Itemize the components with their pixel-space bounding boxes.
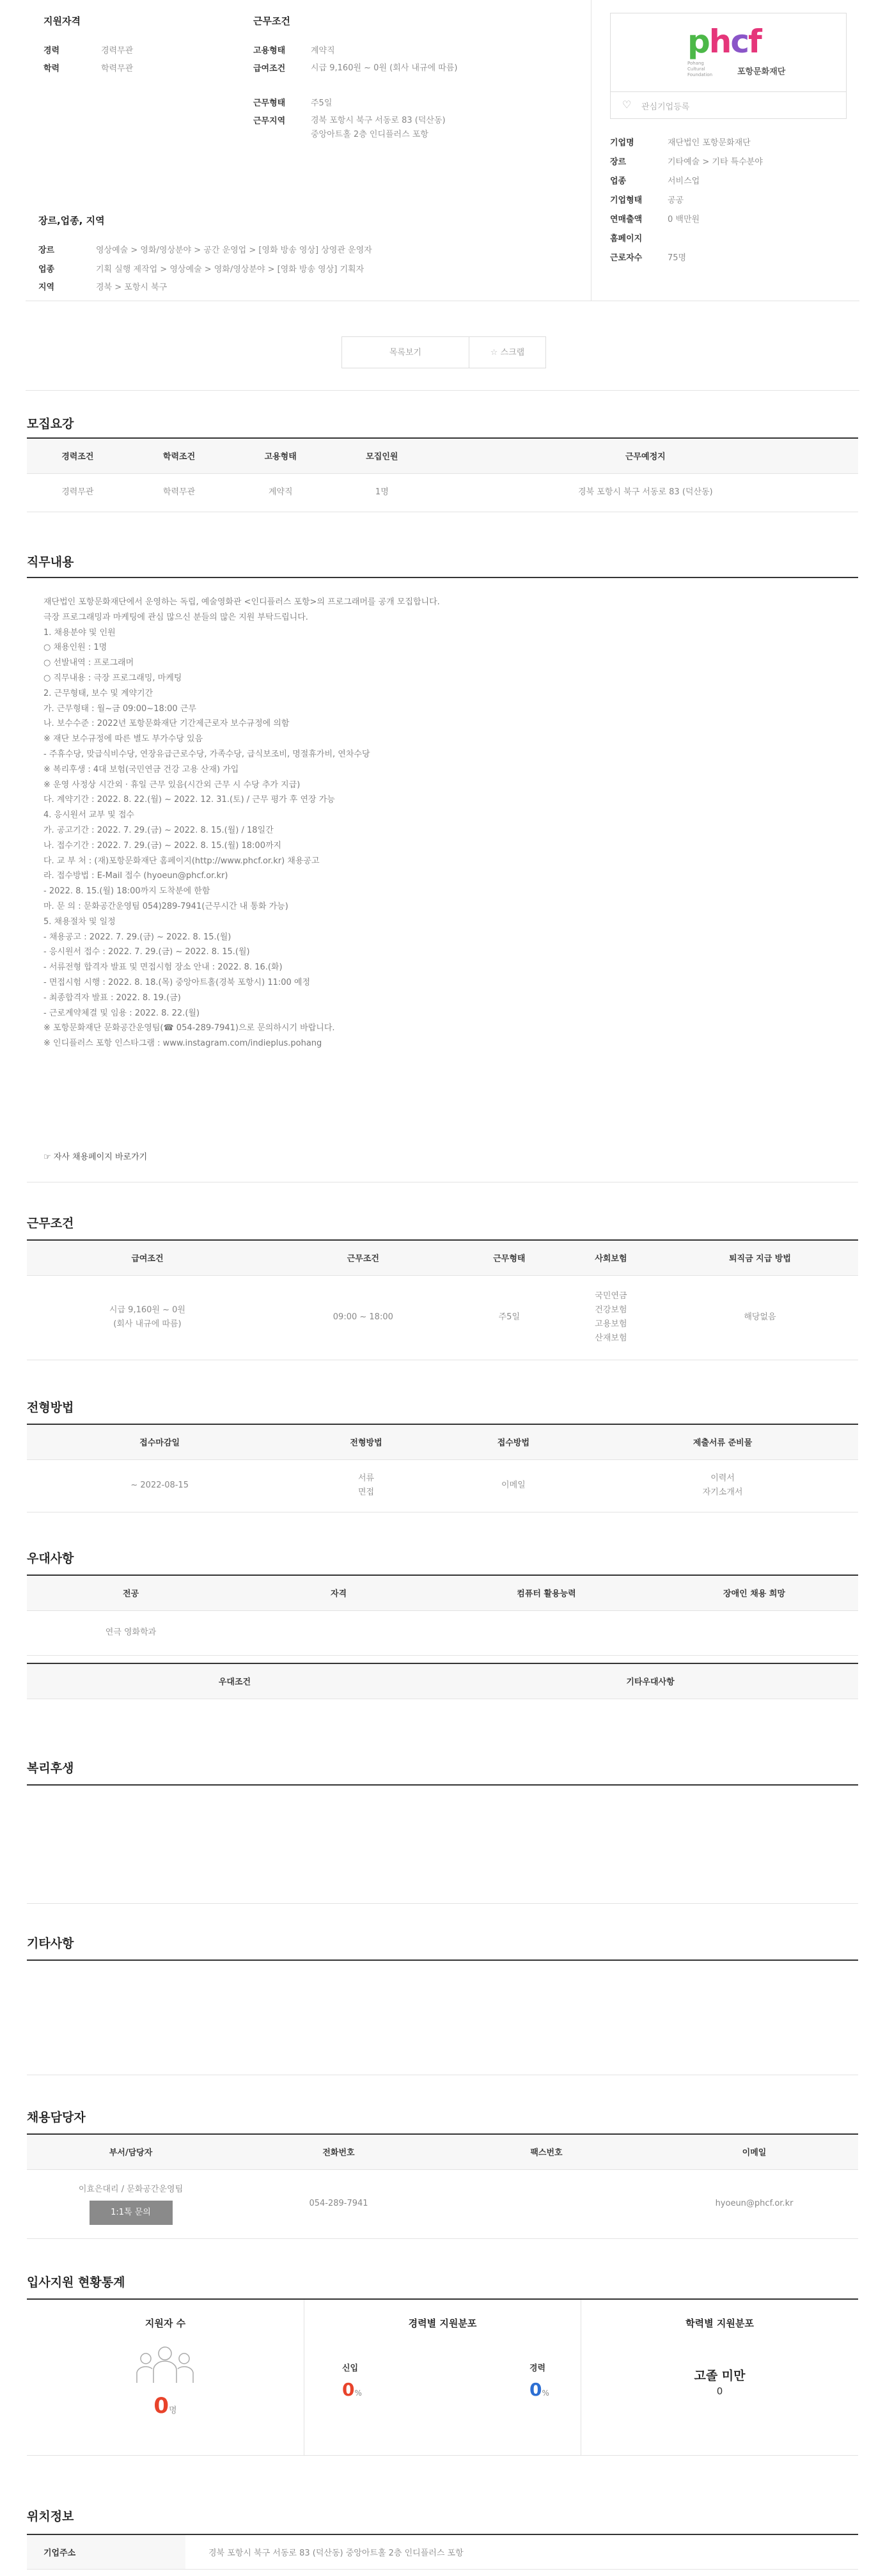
inquiry-button[interactable]: 1:1톡 문의 bbox=[90, 2201, 173, 2225]
preference-table bbox=[27, 1576, 858, 1656]
recruit-cell-place: 경북 포항시 북구 서동로 83 (덕산동) bbox=[433, 473, 858, 512]
company-value-name: 재단법인 포항문화재단 bbox=[668, 138, 751, 148]
company-recruit-link-label: 자사 채용페이지 바로가기 bbox=[53, 1152, 148, 1162]
preference-header2: 기타우대사항 bbox=[442, 1664, 858, 1699]
duty-line-text: 마. 문 의 : 문화공간운영팀 054)289-7941(근무시간 내 통화 가능) bbox=[43, 901, 288, 911]
process-header: 제출서류 준비물 bbox=[587, 1425, 858, 1459]
company-label-homepage: 홈페이지 bbox=[610, 234, 643, 244]
conditions-title: 근무조건 bbox=[253, 15, 290, 27]
qual-label-career: 경력 bbox=[43, 46, 60, 56]
work-header: 급여조건 bbox=[27, 1241, 268, 1275]
location-label: 기업주소 bbox=[43, 2549, 76, 2558]
process-header: 접수방법 bbox=[440, 1425, 587, 1459]
duty-line-text: 4. 응시원서 교부 및 접수 bbox=[43, 810, 134, 821]
work-header: 근무형태 bbox=[458, 1241, 560, 1275]
qual-label-edu: 학력 bbox=[43, 64, 60, 74]
work-cell-severance: 해당없음 bbox=[662, 1275, 858, 1360]
work-title: 근무조건 bbox=[27, 1216, 74, 1230]
cat-value-region: 경북 > 포항시 북구 bbox=[96, 283, 168, 292]
company-logo-name: 포항문화재단 bbox=[737, 67, 786, 77]
applicants-count: 0 bbox=[153, 2393, 169, 2419]
star-icon: ☆ bbox=[490, 348, 498, 357]
location-address: 경북 포항시 북구 서동로 83 (덕산동) 중앙아트홀 2층 인디플러스 포항 bbox=[208, 2549, 464, 2558]
cond-value-type: 계약직 bbox=[311, 46, 335, 56]
applicants-title: 지원자 수 bbox=[145, 2318, 186, 2329]
career-new-wrap bbox=[342, 2379, 362, 2400]
etc-title: 기타사항 bbox=[27, 1936, 74, 1951]
company-value-industry: 서비스업 bbox=[668, 177, 700, 186]
process-header: 전형방법 bbox=[292, 1425, 439, 1459]
preference-header: 장애인 채용 희망 bbox=[650, 1576, 858, 1610]
preference-table2 bbox=[27, 1664, 858, 1699]
welfare-title: 복리후생 bbox=[27, 1761, 74, 1775]
duty-line-text: ○ 채용인원 : 1명 bbox=[43, 643, 107, 653]
process-method: 서류 bbox=[357, 1473, 375, 1483]
qual-value-career: 경력무관 bbox=[101, 46, 134, 56]
process-cell-methods bbox=[292, 1459, 439, 1512]
duty-line-text: - 면접시험 시행 : 2022. 8. 18.(목) 중앙아트홀(경북 포항시) 11:00 예정 bbox=[43, 977, 311, 987]
company-label-industry: 업종 bbox=[610, 177, 627, 186]
manager-cell-dept bbox=[27, 2169, 235, 2238]
career-exp-value: 0 bbox=[529, 2379, 542, 2400]
company-value-form: 공공 bbox=[668, 196, 684, 205]
career-title: 경력별 지원분포 bbox=[408, 2318, 477, 2329]
manager-header: 팩스번호 bbox=[442, 2135, 650, 2169]
edu-value: 0 bbox=[716, 2385, 723, 2397]
interest-company-button[interactable] bbox=[610, 92, 847, 119]
manager-header: 부서/담당자 bbox=[27, 2135, 235, 2169]
work-pay-line: (회사 내규에 따름) bbox=[113, 1319, 182, 1329]
list-button[interactable]: 목록보기 bbox=[341, 336, 469, 368]
recruit-header: 학력조건 bbox=[129, 439, 230, 473]
etc-line bbox=[27, 1959, 858, 1961]
process-doc: 자기소개서 bbox=[702, 1488, 743, 1497]
duty-line-text: 다. 계약기간 : 2022. 8. 22.(월) ~ 2022. 12. 31.(토) / 근무 평가 후 연장 가능 bbox=[43, 795, 335, 805]
preference-cell-major: 연극 영화학과 bbox=[27, 1610, 235, 1655]
duty-line-text: - 서류전형 합격자 발표 및 면접시험 장소 안내 : 2022. 8. 16.(화) bbox=[43, 962, 283, 973]
welfare-bottom-line bbox=[27, 1903, 858, 1904]
duty-line-text: 1. 채용분야 및 인원 bbox=[43, 627, 116, 638]
preference-cell-cert bbox=[235, 1610, 442, 1655]
process-cell-deadline: ~ 2022-08-15 bbox=[27, 1459, 292, 1512]
welfare-line bbox=[27, 1784, 858, 1786]
work-cell-hours: 09:00 ~ 18:00 bbox=[268, 1275, 458, 1360]
insurance-item: 건강보험 bbox=[595, 1305, 627, 1315]
duty-line-text: ※ 인디플러스 포항 인스타그램 : www.instagram.com/indieplus.pohang bbox=[43, 1039, 322, 1049]
career-exp-label: 경력 bbox=[529, 2364, 546, 2373]
work-header: 퇴직금 지급 방법 bbox=[662, 1241, 858, 1275]
process-cell-docs bbox=[587, 1459, 858, 1512]
cond-value-pay: 시급 9,160원 ~ 0원 (회사 내규에 따름) bbox=[311, 63, 458, 73]
duty-line-text: ※ 복리후생 : 4대 보험(국민연금 건강 고용 산재) 가입 bbox=[43, 764, 239, 774]
applicants-unit: 명 bbox=[169, 2406, 177, 2415]
duty-line-text: - 2022. 8. 15.(월) 18:00까지 도착분에 한함 bbox=[43, 886, 210, 897]
recruit-cell-count: 1명 bbox=[331, 473, 433, 512]
location-row bbox=[27, 2535, 858, 2570]
work-cell-type: 주5일 bbox=[458, 1275, 560, 1360]
edu-title: 학력별 지원분포 bbox=[685, 2318, 754, 2329]
duty-line-text: 극장 프로그래밍과 마케팅에 관심 많으신 분들의 많은 지원 부탁드립니다. bbox=[43, 612, 308, 622]
company-label-name: 기업명 bbox=[610, 138, 634, 148]
recruit-header: 경력조건 bbox=[27, 439, 129, 473]
preference-title: 우대사항 bbox=[27, 1551, 74, 1566]
applicants-count-wrap bbox=[27, 2393, 304, 2419]
process-doc: 이력서 bbox=[710, 1473, 735, 1483]
stats-panel bbox=[27, 2300, 858, 2456]
company-label-genre: 장르 bbox=[610, 157, 627, 167]
company-label-revenue: 연매출액 bbox=[610, 215, 643, 224]
process-header: 접수마감일 bbox=[27, 1425, 292, 1459]
recruit-cell-career: 경력무관 bbox=[27, 473, 129, 512]
manager-header: 이메일 bbox=[650, 2135, 858, 2169]
duty-content bbox=[43, 595, 849, 1051]
company-logo: phcf bbox=[687, 23, 761, 60]
duty-line-text: ※ 포항문화재단 문화공간운영팀(☎ 054-289-7941)으로 문의하시기 바랍니다. bbox=[43, 1023, 335, 1033]
duty-line-text: - 최종합격자 발표 : 2022. 8. 19.(금) bbox=[43, 993, 181, 1003]
preference-header2: 우대조건 bbox=[27, 1664, 442, 1699]
cat-label-industry: 업종 bbox=[38, 265, 55, 274]
company-logo-sub: Pohang Cultural Foundation bbox=[687, 61, 713, 77]
duty-line-text: ○ 직무내용 : 극장 프로그래밍, 마케팅 bbox=[43, 673, 182, 683]
duty-line-text: 가. 공고기간 : 2022. 7. 29.(금) ~ 2022. 8. 15.(월) / 18일간 bbox=[43, 825, 274, 835]
cat-value-industry: 기획 실행 제작업 > 영상예술 > 영화/영상분야 > [영화 방송 영상] 기획자 bbox=[96, 265, 364, 274]
cat-label-genre: 장르 bbox=[38, 246, 55, 255]
company-label-form: 기업형태 bbox=[610, 196, 643, 205]
recruit-title: 모집요강 bbox=[27, 417, 74, 431]
pointing-hand-icon: ☞ bbox=[43, 1152, 51, 1162]
duty-line-text: ※ 운영 사정상 시간외 · 휴일 근무 있음(시간외 근무 시 수당 추가 지급) bbox=[43, 780, 301, 790]
company-logo-box bbox=[610, 13, 847, 92]
people-icon bbox=[133, 2344, 197, 2388]
cond-label-shift: 근무형태 bbox=[253, 98, 286, 108]
cond-value-area: 경북 포항시 북구 서동로 83 (덕산동) 중앙아트홀 2층 인디플러스 포항 bbox=[311, 116, 446, 139]
recruit-header: 모집인원 bbox=[331, 439, 433, 473]
cond-value-shift: 주5일 bbox=[311, 98, 333, 108]
duty-line-text: - 주휴수당, 맞급식비수당, 연장유급근로수당, 가족수당, 급식보조비, 명절휴가비, 연차수당 bbox=[43, 749, 370, 759]
manager-cell-fax bbox=[442, 2169, 650, 2238]
preference-header: 자격 bbox=[235, 1576, 442, 1610]
company-value-revenue: 0 백만원 bbox=[668, 215, 700, 224]
recruit-header: 근무예정지 bbox=[433, 439, 858, 473]
duty-line-text: 나. 보수수준 : 2022년 포항문화재단 기간제근로자 보수규정에 의함 bbox=[43, 719, 290, 729]
career-exp-wrap bbox=[529, 2379, 549, 2400]
preference-cell-computer bbox=[442, 1610, 650, 1655]
manager-cell-phone: 054-289-7941 bbox=[235, 2169, 442, 2238]
work-header: 근무조건 bbox=[268, 1241, 458, 1275]
manager-cell-email: hyoeun@phcf.or.kr bbox=[650, 2169, 858, 2238]
cat-label-region: 지역 bbox=[38, 283, 55, 292]
work-pay-line: 시급 9,160원 ~ 0원 bbox=[109, 1305, 185, 1315]
career-exp-percent: % bbox=[542, 2389, 549, 2398]
process-cell-apply: 이메일 bbox=[440, 1459, 587, 1512]
duty-line-text: 5. 채용절차 및 일정 bbox=[43, 916, 116, 927]
process-table bbox=[27, 1425, 858, 1512]
interest-company-label: 관심기업등록 bbox=[641, 102, 690, 112]
cond-label-type: 고용형태 bbox=[253, 46, 286, 56]
duty-line-text: - 근로계약체결 및 임용 : 2022. 8. 22.(월) bbox=[43, 1008, 200, 1018]
insurance-item: 국민연금 bbox=[595, 1291, 627, 1301]
company-value-genre: 기타예술 > 기타 특수분야 bbox=[668, 157, 763, 167]
career-new-label: 신입 bbox=[342, 2364, 359, 2373]
duty-line-text: 가. 근무형태 : 월~금 09:00~18:00 근무 bbox=[43, 703, 196, 714]
preference-cell-disabled bbox=[650, 1610, 858, 1655]
duty-line-text: ○ 선발내역 : 프로그래머 bbox=[43, 658, 134, 668]
duty-line bbox=[27, 577, 858, 578]
duty-title: 직무내용 bbox=[27, 555, 74, 569]
preference-header: 전공 bbox=[27, 1576, 235, 1610]
scrap-label: 스크랩 bbox=[500, 348, 525, 357]
work-cell-insurance bbox=[560, 1275, 662, 1360]
duty-line-text: 라. 접수방법 : E-Mail 접수 (hyoeun@phcf.or.kr) bbox=[43, 871, 228, 881]
recruit-header: 고용형태 bbox=[230, 439, 331, 473]
work-header: 사회보험 bbox=[560, 1241, 662, 1275]
duty-line-text: - 응시원서 접수 : 2022. 7. 29.(금) ~ 2022. 8. 15.(월) bbox=[43, 947, 250, 957]
manager-title: 채용담당자 bbox=[27, 2110, 86, 2124]
career-new-value: 0 bbox=[342, 2379, 355, 2400]
manager-table bbox=[27, 2135, 858, 2239]
insurance-item: 산재보험 bbox=[595, 1333, 627, 1343]
recruit-cell-edu: 학력무관 bbox=[129, 473, 230, 512]
company-value-employees: 75명 bbox=[668, 253, 687, 263]
cond-label-area: 근무지역 bbox=[253, 116, 286, 126]
stats-title: 입사지원 현황통계 bbox=[27, 2275, 125, 2289]
duty-line-text: 재단법인 포항문화재단에서 운영하는 독립, 예술영화관 <인디플러스 포항>의 프로그래머를 공개 모집합니다. bbox=[43, 597, 440, 607]
career-new-percent: % bbox=[354, 2389, 362, 2398]
qualification-title: 지원자격 bbox=[43, 15, 81, 27]
qual-value-edu: 학력무관 bbox=[101, 64, 134, 74]
cat-value-genre: 영상예술 > 영화/영상분야 > 공간 운영업 > [영화 방송 영상] 상영관 운영자 bbox=[96, 246, 372, 255]
category-title: 장르,업종, 지역 bbox=[38, 215, 105, 226]
work-table bbox=[27, 1241, 858, 1360]
preference-header: 컴퓨터 활용능력 bbox=[442, 1576, 650, 1610]
duty-line-text: 다. 교 부 처 : (재)포항문화재단 홈페이지(http://www.phcf.or.kr) 채용공고 bbox=[43, 856, 320, 866]
insurance-item: 고용보험 bbox=[595, 1319, 627, 1329]
manager-header: 전화번호 bbox=[235, 2135, 442, 2169]
cond-label-pay: 급여조건 bbox=[253, 64, 286, 74]
buttons-divider bbox=[26, 390, 859, 391]
recruit-cell-type: 계약직 bbox=[230, 473, 331, 512]
process-title: 전형방법 bbox=[27, 1401, 74, 1415]
duty-line-text: - 채용공고 : 2022. 7. 29.(금) ~ 2022. 8. 15.(월) bbox=[43, 932, 231, 942]
scrap-button[interactable] bbox=[469, 336, 546, 368]
heart-icon: ♡ bbox=[622, 98, 632, 111]
duty-line-text: ※ 재단 보수규정에 따른 별도 부가수당 있음 bbox=[43, 734, 203, 744]
company-label-employees: 근로자수 bbox=[610, 253, 643, 263]
duty-line-text: 2. 근무형태, 보수 및 계약기간 bbox=[43, 688, 153, 698]
location-title: 위치정보 bbox=[27, 2509, 74, 2524]
duty-line-text: 나. 접수기간 : 2022. 7. 29.(금) ~ 2022. 8. 15.(월) 18:00까지 bbox=[43, 840, 282, 851]
edu-label: 고졸 미만 bbox=[694, 2369, 746, 2383]
process-method: 면접 bbox=[357, 1488, 375, 1497]
manager-dept: 이효은대리 / 문화공간운영팀 bbox=[78, 2185, 184, 2194]
work-cell-pay bbox=[27, 1275, 268, 1360]
recruit-table bbox=[27, 439, 858, 512]
company-recruit-link[interactable] bbox=[43, 1150, 147, 1162]
